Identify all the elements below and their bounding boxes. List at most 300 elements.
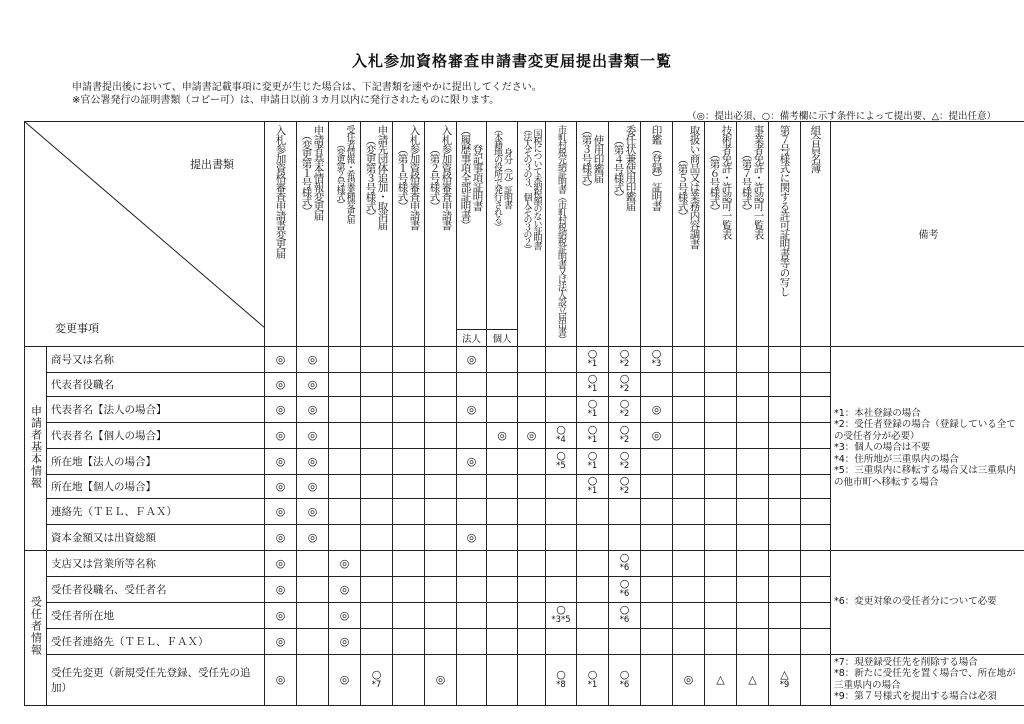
mark [265,430,296,441]
mark-symbol: ◎ [307,428,318,442]
mark-cell [425,550,457,576]
mark-cell [769,422,801,448]
mark-note: *2 [619,435,630,445]
mark-note: *8 [556,679,566,690]
mark-symbol: ◎ [683,673,694,686]
mark-symbol: ◎ [466,530,477,544]
mark-cell [393,654,425,705]
mark-cell [705,498,737,524]
mark-note: *5 [556,461,566,471]
mark-symbol: ◎ [275,530,286,544]
mark-note: *1 [587,435,598,445]
column-header-9 [518,122,546,347]
mark [546,424,576,446]
mark [265,532,296,543]
mark-cell [393,524,425,550]
mark-cell [546,628,577,654]
mark-cell [577,372,609,396]
mark [265,404,296,415]
mark-cell [801,422,831,448]
column-header-8 [487,122,518,330]
mark-cell [329,346,361,372]
mark-cell [737,524,769,550]
mark-cell [577,422,609,448]
mark-cell [705,654,737,705]
row-item-label: 商号又は名称 [47,346,265,372]
mark-note: *1 [587,679,598,690]
mark-symbol: ◎ [339,673,350,686]
mark-symbol: ◎ [275,673,286,686]
mark-symbol: ○ [556,603,566,616]
mark-cell [737,422,769,448]
mark [265,481,296,492]
mark-cell [457,448,487,474]
mark-symbol: ◎ [466,454,477,468]
mark-cell [265,396,297,422]
mark-cell [609,576,641,602]
mark [577,669,608,691]
mark-cell [457,654,487,705]
mark [265,506,296,517]
table-row [25,550,1024,576]
mark-symbol: ○ [619,667,630,681]
mark-cell [705,372,737,396]
mark-cell [487,602,518,628]
mark-cell [297,550,329,576]
mark-cell [546,372,577,396]
column-header-text: 登記事項証明書 （履歴事項全部証明書） [459,125,484,230]
mark-cell [393,576,425,602]
mark-cell [393,422,425,448]
mark-cell [609,346,641,372]
mark-cell [425,576,457,602]
mark-cell [518,628,546,654]
mark-cell [546,422,577,448]
mark [297,532,328,543]
mark [577,450,608,472]
mark-cell [518,654,546,705]
mark-cell [329,654,361,705]
mark-cell [297,628,329,654]
column-header-text: 委任状兼使用印鑑届 （第４号様式） [612,125,637,211]
mark-cell [297,602,329,628]
mark-cell [769,654,801,705]
mark-symbol: ◎ [275,556,286,570]
mark-symbol: ◎ [307,352,318,366]
mark-cell [546,550,577,576]
mark-cell [673,498,705,524]
mark-cell [361,474,393,498]
mark-note: *3 [651,359,662,369]
mark-cell [487,372,518,396]
mark-cell [265,346,297,372]
mark-symbol: ◎ [339,634,350,648]
mark-symbol: ◎ [307,377,318,391]
mark-cell [265,372,297,396]
mark-cell [297,498,329,524]
mark-cell [265,498,297,524]
mark [297,481,328,492]
mark-cell [769,372,801,396]
mark-cell [425,422,457,448]
mark-note: *6 [619,563,630,573]
row-item-label: 受任者所在地 [47,602,265,628]
mark-cell [265,602,297,628]
mark-cell [487,346,518,372]
mark-cell [265,628,297,654]
mark-cell [361,602,393,628]
column-header-4 [361,122,393,347]
mark-cell [801,654,831,705]
mark-cell [737,550,769,576]
mark-cell [673,576,705,602]
mark [265,558,296,569]
mark-note: *1 [587,486,598,496]
mark-cell [425,498,457,524]
mark-cell [705,474,737,498]
document-table [24,121,1024,706]
mark-cell [546,448,577,474]
mark-cell [297,524,329,550]
mark-cell [737,654,769,705]
mark-cell [705,422,737,448]
mark-cell [641,550,673,576]
mark [769,669,800,691]
mark-cell [673,448,705,474]
mark-symbol: ◎ [275,428,286,442]
column-header-text: 印鑑（登録）証明書 [650,125,663,211]
mark [487,430,517,441]
mark-cell [577,346,609,372]
mark-symbol: ◎ [339,582,350,596]
mark-cell [801,474,831,498]
mark [609,450,640,472]
mark [546,669,576,691]
mark-symbol: ◎ [307,479,318,493]
mark-cell [487,524,518,550]
mark-symbol: ○ [619,372,630,385]
mark-cell [265,524,297,550]
row-item-label: 代表者役職名 [47,372,265,396]
row-item-label: 受任者連絡先（ＴＥＬ、ＦＡＸ） [47,628,265,654]
mark-cell [265,474,297,498]
intro-line-1: 申請書提出後において、申請書記載事項に変更が生じた場合は、下記書類を速やかに提出してください。 [72,82,542,93]
mark-cell [801,372,831,396]
mark [609,604,640,626]
mark-cell [801,448,831,474]
mark [609,475,640,497]
mark-cell [609,474,641,498]
mark-cell [641,654,673,705]
mark-cell [393,474,425,498]
mark-cell [546,602,577,628]
mark-symbol: △ [780,667,789,681]
mark-cell [329,422,361,448]
mark-cell [577,524,609,550]
column-header-11 [577,122,609,347]
mark-symbol: ○ [587,347,598,360]
mark-symbol: ○ [619,474,630,487]
mark-cell [609,654,641,705]
mark-cell [609,448,641,474]
mark-cell [801,524,831,550]
remarks-cell: *7：現登録受任先を削除する場合 *8：新たに受任先を置く場合で、所在地が三重県内の場合 *9：第７号様式を提出する場合は必須 [831,654,1024,705]
category-label: 受任者情報 [29,596,43,656]
mark-cell [769,498,801,524]
mark [577,475,608,497]
mark-cell [546,498,577,524]
sub-column-individual: 個人 [487,330,518,346]
mark-cell [487,498,518,524]
mark-symbol: ◎ [275,402,286,416]
mark [518,430,545,441]
mark-note: *2 [619,359,630,369]
mark-cell [487,628,518,654]
mark-symbol: ◎ [307,530,318,544]
mark-symbol: ◎ [275,479,286,493]
mark-cell [641,346,673,372]
column-header-text: 市町村税完納証明書（市町村税納税証明書又は法人設立届出書） [556,125,566,343]
mark [297,404,328,415]
mark-symbol: ◎ [435,673,446,686]
column-header-text: 入札参加資格審査申請書 （第１号様式） [396,125,421,230]
mark-cell [361,396,393,422]
mark [609,552,640,574]
mark-cell [457,628,487,654]
mark-cell [609,628,641,654]
column-header-text: 第７号様式に関する許可証明書等の写し [778,125,791,296]
mark-cell [737,346,769,372]
mark [265,379,296,390]
column-header-text: 入札参加資格審査申請書変更届 [274,125,287,258]
mark-cell [609,396,641,422]
mark-cell [546,576,577,602]
mark-cell [329,602,361,628]
column-header-14 [673,122,705,347]
mark-cell [546,396,577,422]
mark-cell [361,372,393,396]
mark [577,348,608,370]
mark-note: *6 [619,679,630,690]
mark-cell [609,602,641,628]
corner-diagonal [25,122,265,328]
column-header-text: 国税について未納税額のない証明書 （法人その３の３、個人その３の２） [521,125,542,253]
column-header-text: 入札参加資格審査申請書 （第２号様式） [428,125,453,230]
mark-note: *9 [779,679,790,690]
mark-symbol: ◎ [307,504,318,518]
column-header-text: 事業者免許・許認可一覧表 （第７号様式） [740,125,765,239]
mark-cell [297,396,329,422]
mark-cell [641,628,673,654]
mark-cell [641,498,673,524]
column-header-text: 使用印鑑届 （第３号様式） [580,125,605,192]
mark-symbol: ◎ [307,454,318,468]
mark-cell [705,396,737,422]
column-header-10 [546,122,577,347]
column-header-3 [329,122,361,347]
mark-cell [769,474,801,498]
mark-cell [769,602,801,628]
row-item-label: 受任先変更（新規受任先登録、受任先の追加） [47,654,265,705]
mark-symbol: ○ [619,577,630,590]
mark-cell [518,602,546,628]
mark-cell [737,372,769,396]
mark-cell [641,474,673,498]
mark-cell [801,550,831,576]
mark-cell [609,550,641,576]
mark [297,456,328,467]
mark-symbol: ◎ [526,428,537,442]
mark-symbol: ○ [619,449,630,462]
mark-cell [641,524,673,550]
row-item-label: 支店又は営業所等名称 [47,550,265,576]
mark-symbol: ○ [371,667,382,681]
mark-cell [801,576,831,602]
mark-symbol: ○ [587,397,598,410]
mark-symbol: ◎ [339,608,350,622]
mark-cell [769,346,801,372]
mark-cell [487,550,518,576]
mark-symbol: ◎ [275,504,286,518]
mark [297,379,328,390]
mark-cell [361,628,393,654]
category-label: 申請者基本情報 [29,404,43,489]
mark-cell [361,524,393,550]
mark-symbol: ◎ [275,377,286,391]
mark-note: *2 [619,384,630,394]
row-item-label: 所在地【個人の場合】 [47,474,265,498]
mark [297,430,328,441]
column-header-text: 身分（元）証明書 （本籍地の役所で発行される） [492,125,512,230]
mark [457,354,486,365]
mark-symbol: ○ [587,423,598,436]
mark-cell [329,628,361,654]
column-header-6 [425,122,457,347]
column-header-15 [705,122,737,347]
mark-cell [518,396,546,422]
mark-cell [518,346,546,372]
mark-cell [297,346,329,372]
mark-cell [518,576,546,602]
category-agent-info [25,550,47,705]
mark-cell [425,654,457,705]
mark [265,456,296,467]
mark-cell [487,448,518,474]
mark-cell [265,654,297,705]
mark-cell [641,448,673,474]
mark-cell [361,346,393,372]
mark-cell [297,474,329,498]
mark-cell [801,498,831,524]
mark [329,674,360,685]
mark-cell [609,498,641,524]
mark-symbol: ◎ [275,582,286,596]
mark-cell [457,346,487,372]
mark-cell [769,524,801,550]
mark-cell [329,524,361,550]
mark-cell [487,654,518,705]
mark-cell [577,628,609,654]
column-header-text: 組合員名簿 [809,125,822,173]
mark-cell [546,654,577,705]
mark-cell [673,372,705,396]
table-row [25,654,1024,705]
column-header-text: 申請先団体追加・取消届 （変更第３号様式） [364,125,389,230]
mark-cell [297,448,329,474]
mark-cell [329,474,361,498]
mark-cell [737,448,769,474]
mark-cell [329,372,361,396]
mark [737,674,768,685]
mark-cell [457,524,487,550]
mark-cell [737,576,769,602]
mark-cell [641,576,673,602]
mark-note: *2 [619,486,630,496]
mark-cell [457,422,487,448]
mark-cell [393,346,425,372]
mark-cell [801,346,831,372]
remarks-header: 備考 [831,122,1024,347]
mark-cell [487,576,518,602]
legend: （◎：提出必須、○：備考欄に示す条件によって提出要、△：提出任意） [687,111,996,122]
mark [329,636,360,647]
mark-cell [518,422,546,448]
mark [609,348,640,370]
mark-cell [641,396,673,422]
mark-cell [546,346,577,372]
mark-symbol: ○ [651,347,662,360]
mark [609,424,640,446]
mark-cell [265,448,297,474]
sub-column-corporate: 法人 [457,330,487,346]
mark-symbol: ○ [556,423,566,436]
row-item-label: 資本金額又は出資総額 [47,524,265,550]
mark-cell [769,628,801,654]
mark-cell [361,448,393,474]
mark-cell [609,422,641,448]
mark-cell [801,396,831,422]
mark-cell [801,602,831,628]
mark-cell [737,474,769,498]
mark [297,354,328,365]
mark [609,669,640,691]
mark-note: *3*5 [551,615,571,625]
mark-cell [393,550,425,576]
mark-cell [457,474,487,498]
mark [297,506,328,517]
mark-cell [641,602,673,628]
mark-cell [393,448,425,474]
mark-note: *4 [556,435,566,445]
mark-cell [705,448,737,474]
mark [329,610,360,621]
mark-symbol: ○ [587,372,598,385]
mark-symbol: ○ [587,474,598,487]
mark [265,584,296,595]
mark-cell [425,602,457,628]
mark [425,674,456,685]
mark-symbol: ◎ [466,352,477,366]
row-item-label: 代表者名【個人の場合】 [47,422,265,448]
table-row [25,346,1024,372]
mark-cell [577,396,609,422]
mark [546,450,576,472]
mark-cell [425,448,457,474]
mark [265,610,296,621]
column-header-12 [609,122,641,347]
mark-cell [673,474,705,498]
mark-symbol: ○ [556,667,566,681]
